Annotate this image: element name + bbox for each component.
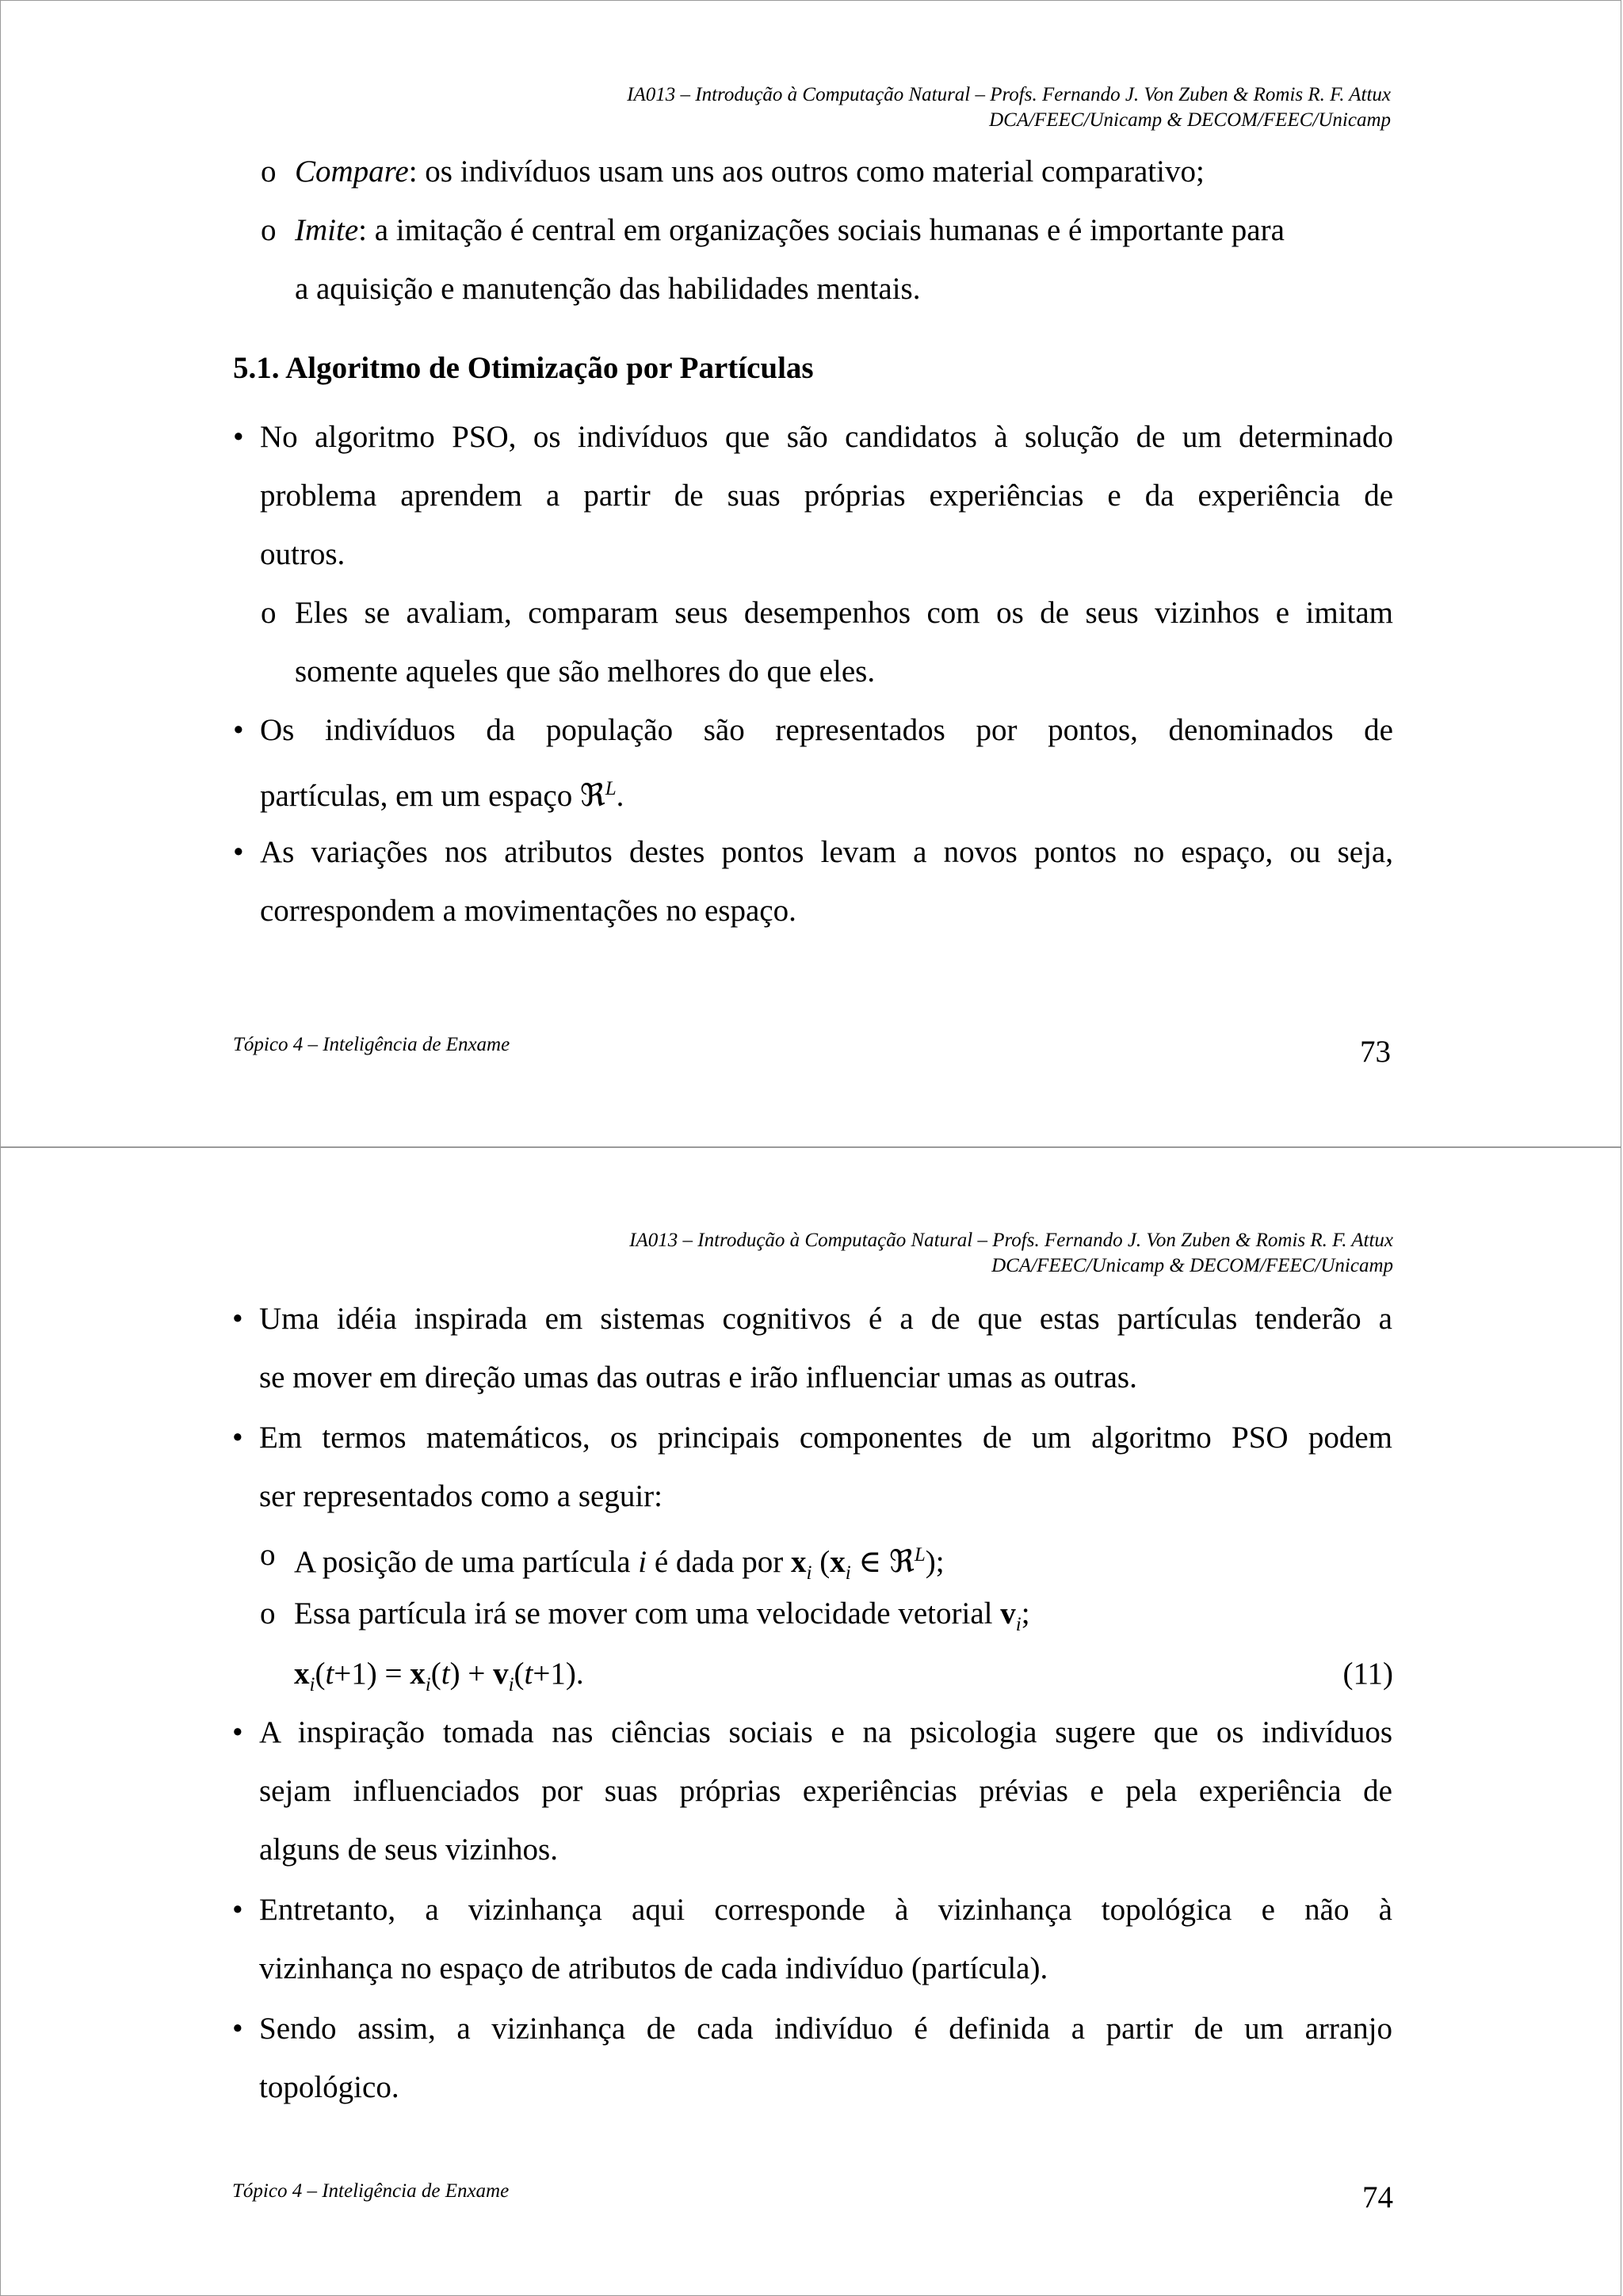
compare-text: : os indivíduos usam uns aos outros como material comparativo; [408,154,1205,189]
text-run: t [524,1657,533,1691]
paragraph-line: A inspiração tomada nas ciências sociais e na psicologia sugere que os indivíduos [259,1715,1392,1749]
bullet-marker: • [233,835,244,869]
text-run: é dada por [647,1545,792,1579]
subscript-i: i [845,1562,851,1584]
text-run: A posição de uma partícula [294,1545,639,1579]
velocity-definition-line [294,1595,1030,1644]
header-course-line: IA013 – Introdução à Computação Natural – Profs. Fernando J. Von Zuben & Romis R. F. Attux [627,84,1391,105]
dimension-superscript: L [605,778,617,799]
footer-topic: Tópico 4 – Inteligência de Enxame [233,1034,510,1055]
paragraph-line: Em termos matemáticos, os principais componentes de um algoritmo PSO podem [259,1421,1392,1455]
text-run: i [508,1673,514,1695]
paragraph-line: Os indivíduos da população são representados por pontos, denominados de [260,713,1393,747]
paragraph-line [260,770,624,815]
real-space-symbol: ℜ [579,779,605,813]
text-run: x [294,1657,310,1691]
section-heading: 5.1. Algoritmo de Otimização por Partículas [233,351,814,385]
paragraph-line: Sendo assim, a vizinhança de cada indivíduo é definida a partir de um arranjo [259,2012,1392,2046]
dimension-superscript: L [914,1544,926,1566]
position-definition-line [294,1536,945,1592]
header-course-line: IA013 – Introdução à Computação Natural – Profs. Fernando J. Von Zuben & Romis R. F. Attux [629,1230,1393,1251]
paragraph-line: Eles se avaliam, comparam seus desempenhos com os de seus vizinhos e imitam [295,596,1393,630]
paragraph-line: vizinhança no espaço de atributos de cada indivíduo (partícula). [259,1951,1048,1985]
equation-11 [294,1655,584,1704]
header-dept-line: DCA/FEEC/Unicamp & DECOM/FEEC/Unicamp [991,1255,1393,1276]
text-run: +1). [533,1657,584,1691]
text-run: ) + [449,1657,494,1691]
paragraph-line: problema aprendem a partir de suas próprias experiências e da experiência de [260,479,1393,513]
text-run: ( [812,1545,831,1579]
bullet-marker: • [232,1421,243,1455]
paragraph-line: correspondem a movimentações no espaço. [260,894,796,928]
text-run: +1) = [334,1657,411,1691]
subscript-i: i [806,1562,812,1584]
page-header [627,82,1391,133]
position-vector-x: x [791,1545,807,1579]
compare-line [295,153,1205,191]
text-run: ( [430,1657,441,1691]
real-space-symbol: ℜ [889,1545,915,1579]
text-run: . [616,779,624,813]
paragraph-line: Uma idéia inspirada em sistemas cognitivos é a de que estas partículas tenderão a [259,1302,1392,1336]
text-run: ( [514,1657,525,1691]
text-run: x [410,1657,426,1691]
equation-number: (11) [1342,1657,1393,1691]
bullet-marker: • [232,2012,243,2046]
imite-text: : a imitação é central em organizações sociais humanas e é importante para [358,213,1285,247]
index-i: i [638,1545,647,1579]
page-number: 73 [1360,1035,1391,1069]
position-vector-x: x [830,1545,846,1579]
page-number: 74 [1362,2180,1393,2214]
text-run: ( [315,1657,326,1691]
text-run: ; [1021,1596,1030,1630]
text-run: i [309,1673,315,1695]
text-run: Essa partícula irá se mover com uma velocidade vetorial [294,1596,1001,1630]
text-run: ∈ [850,1545,890,1579]
paragraph-line: sejam influenciados por suas próprias experiências prévias e pela experiência de [259,1774,1392,1808]
text-run: i [425,1673,431,1695]
imite-term: Imite [295,213,359,247]
subscript-i: i [1015,1613,1022,1635]
text-run: v [493,1657,509,1691]
slide-page-73 [0,0,1621,1147]
sub-bullet-marker: o [260,1596,276,1630]
paragraph-line: topológico. [259,2070,399,2104]
sub-bullet-marker: o [260,1538,276,1572]
sub-bullet-marker: o [261,213,277,247]
text-run: t [441,1657,450,1691]
paragraph-line: outros. [260,537,346,571]
sub-bullet-marker: o [261,154,277,189]
bullet-marker: • [233,713,244,747]
text-run: t [325,1657,334,1691]
page-header [629,1228,1393,1279]
paragraph-line: Entretanto, a vizinhança aqui corresponde à vizinhança topológica e não à [259,1893,1392,1927]
paragraph-line: ser representados como a seguir: [259,1479,663,1513]
text-run: ); [925,1545,945,1579]
velocity-vector-v: v [1000,1596,1016,1630]
paragraph-line: somente aqueles que são melhores do que eles. [295,654,876,688]
imite-line-2: a aquisição e manutenção das habilidades mentais. [295,272,921,306]
paragraph-line: se mover em direção umas das outras e irão influenciar umas as outras. [259,1360,1137,1394]
paragraph-line: No algoritmo PSO, os indivíduos que são candidatos à solução de um determinado [260,420,1393,454]
paragraph-line: alguns de seus vizinhos. [259,1833,558,1867]
bullet-marker: • [232,1302,243,1336]
bullet-marker: • [232,1893,243,1927]
footer-topic: Tópico 4 – Inteligência de Enxame [232,2180,510,2202]
bullet-marker: • [233,420,244,454]
imite-line [295,212,1393,250]
text-run: partículas, em um espaço [260,779,580,813]
header-dept-line: DCA/FEEC/Unicamp & DECOM/FEEC/Unicamp [989,109,1391,131]
compare-term: Compare [295,154,409,189]
bullet-marker: • [232,1715,243,1749]
paragraph-line: As variações nos atributos destes pontos levam a novos pontos no espaço, ou seja, [260,835,1393,869]
sub-bullet-marker: o [261,596,277,630]
